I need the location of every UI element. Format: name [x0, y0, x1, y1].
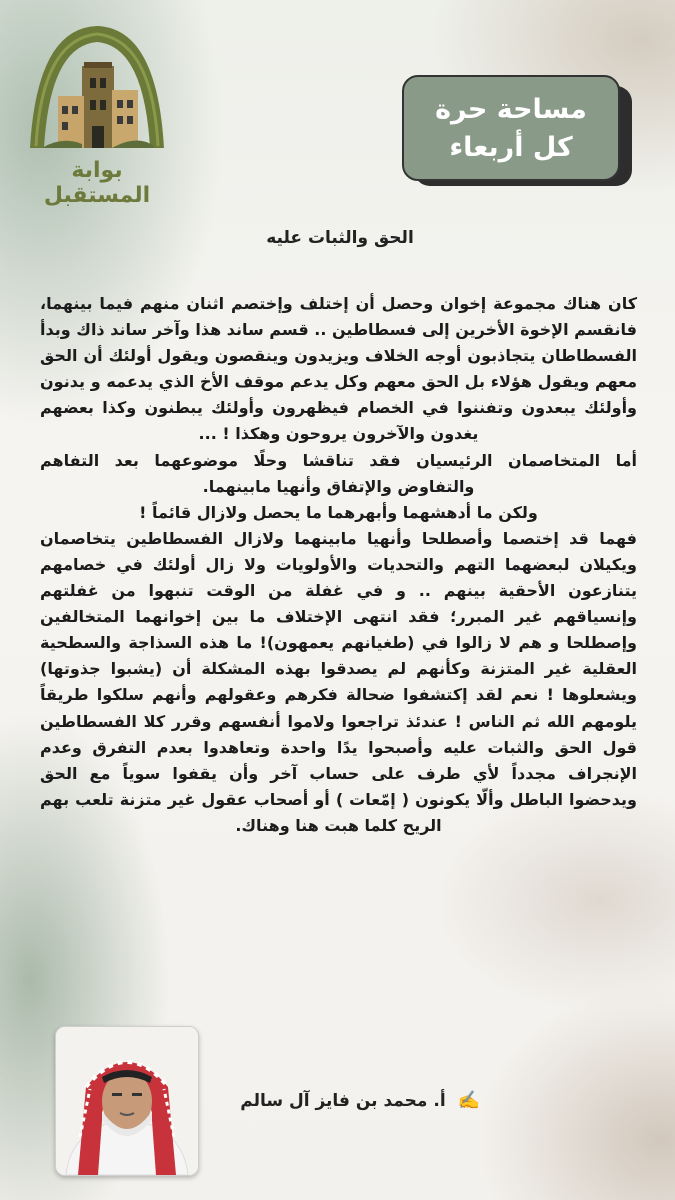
badge-line-1: مساحة حرة	[435, 94, 587, 125]
writing-hand-icon: ✍️	[457, 1090, 480, 1111]
article-title: الحق والثبات عليه	[266, 228, 414, 248]
article-body	[40, 291, 637, 839]
author-photo	[55, 1026, 199, 1176]
schedule-badge	[402, 75, 620, 181]
article-paragraph: ولكن ما أدهشهما وأبهرهما ما يحصل ولازال قائماً !	[139, 502, 538, 522]
logo	[22, 18, 172, 208]
article-paragraph: فهما قد إختصما وأصطلحا وأنهيا مابينهما ولازال الفسطاطين يتخاصمان ويكيلان لبعضهما التهم والتحديات والأولويات ولا زال أولئك في خصامهم يتنازعون الأحقية بينهم .. و في غفلة من الوقت تنبهوا من غفلتهم وإنسياقهم غير المبرر؛ فقد انتهى الإختلاف ما بين إخوانهما المتخالفين وإصطلحا و هم لا زالوا في (طغيانهم يعمهون)! ما هذه السذاجة والسطحية العقلية غير المتزنة وكأنهم لم يصدقوا بهذه المشكلة أن (يشبوا جذوتها) ويشعلوها ! نعم لقد إكتشفوا ضحالة فكرهم وعقولهم وأنهم سلكوا طريقاً يلومهم الله ثم الناس ! عندئذ تراجعوا ولاموا أنفسهم وقرر كلا الفسطاطين قول الحق والثبات عليه وأصبحوا يدًا واحدة وتعاهدوا بعدم التفرق وعدم الإنجراف مجدداً لأي طرف على حساب آخر وأن يقفوا سوياً مع الحق ويدحضوا الباطل وألّا يكونون ( إمّعات ) أو أصحاب عقول غير متزنة تلعب بهم الريح كلما هبت هنا وهناك.	[40, 528, 637, 835]
author-portrait-icon	[56, 1027, 198, 1175]
article-paragraph: كان هناك مجموعة إخوان وحصل أن إختلف وإختصم اثنان منهم فيما بينهما، فانقسم الإخوة الأخرين إلى فسطاطين .. قسم ساند هذا وآخر ساند ذاك وبدأ الفسطاطان يتجاذبون أوجه الخلاف ويزيدون وينقصون ويقول أولئك أن الحق معهم ويقول هؤلاء بل الحق معهم وكل يدعم موقف الأخ الذي يدعمه و يدنون وأولئك يبعدون وتفننوا في الخصام فيظهرون وأولئك يبطنون وكذا بعضهم يغدون والآخرون يروحون وهكذا ! ...	[40, 294, 637, 444]
arch-gate-logo-icon	[22, 18, 172, 158]
author-name: أ. محمد بن فايز آل سالم	[240, 1091, 446, 1111]
badge-line-2: كل أربعاء	[449, 132, 573, 163]
logo-text: بوابة المستقبل	[43, 158, 151, 208]
author-signature	[220, 1090, 480, 1111]
article-paragraph: أما المتخاصمان الرئيسيان فقد تناقشا وحلًا موضوعهما بعد التفاهم والتفاوض والإتفاق وأنهيا مابينهما.	[40, 450, 637, 496]
